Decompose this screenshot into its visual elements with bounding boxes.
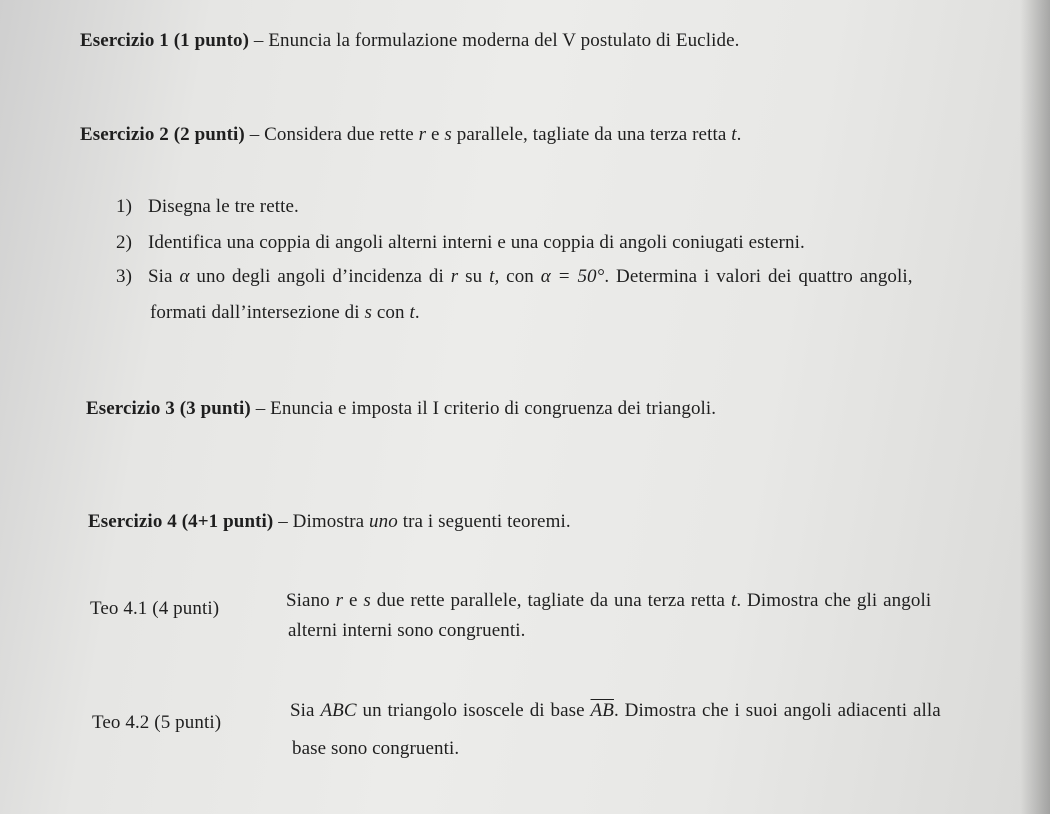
- var-t: t: [730, 590, 737, 611]
- item-text-su: su: [465, 266, 483, 287]
- exercise-2-item-1: [116, 196, 299, 218]
- theorem-text-line-2: base sono congruenti.: [292, 738, 460, 759]
- item-number: 2): [116, 232, 133, 253]
- var-t: t: [731, 124, 737, 145]
- item-text-cont-a: formati dall’intersezione di: [150, 302, 360, 323]
- theorem-4-2-label: [92, 712, 221, 734]
- theorem-text-a: Sia: [290, 700, 315, 721]
- exercise-2-text-b: parallele, tagliate da una terza retta: [456, 124, 727, 145]
- item-text: Disegna le tre rette.: [148, 196, 299, 217]
- var-r: r: [335, 590, 344, 611]
- theorem-text-c: . Dimostra che gli angoli: [736, 590, 932, 611]
- theorem-4-2-line-1: [290, 700, 941, 722]
- item-number: 1): [116, 196, 133, 217]
- theorem-text-b: un triangolo isoscele di base: [362, 700, 585, 721]
- theorem-4-1-line-2: [288, 620, 525, 642]
- var-s: s: [363, 590, 371, 611]
- item-text-cont-b: con: [376, 302, 405, 323]
- period: .: [736, 124, 742, 145]
- theorem-text-b: due rette parallele, tagliate da una terza retta: [376, 590, 726, 611]
- exercise-2-item-2: [116, 232, 805, 254]
- exercise-3: [86, 398, 716, 420]
- exercise-4-title: Esercizio 4 (4+1 punti): [88, 511, 274, 532]
- var-r: r: [450, 266, 459, 287]
- triangle-abc: ABC: [320, 700, 357, 721]
- item-text-post: . Determina i valori dei quattro angoli,: [604, 266, 913, 287]
- theorem-text-a: Siano: [286, 590, 330, 611]
- exercise-2: [80, 124, 742, 146]
- theorem-text-c: . Dimostra che i suoi angoli adiacenti alla: [613, 700, 941, 721]
- var-r: r: [418, 124, 427, 145]
- item-text-con: con: [506, 266, 534, 287]
- theorem-4-2-line-2: [292, 738, 459, 760]
- theorem-4-1-label: [90, 598, 219, 620]
- item-text-mid: uno degli angoli d’incidenza di: [196, 266, 444, 287]
- var-t: t: [409, 302, 415, 323]
- item-number: 3): [116, 266, 133, 287]
- theorem-label: Teo 4.2 (5 punti): [92, 712, 222, 733]
- exercise-3-title: Esercizio 3 (3 punti): [86, 398, 251, 419]
- exercise-1-title: Esercizio 1 (1 punto): [80, 30, 250, 51]
- exercise-2-item-3-continuation: [150, 302, 420, 324]
- alpha-equation: α = 50°: [540, 266, 605, 287]
- page-shadow-edge: [1020, 0, 1050, 814]
- theorem-4-1-line-1: [286, 590, 931, 612]
- exercise-2-text-a: – Considera due rette: [249, 124, 414, 145]
- exercise-4: [88, 511, 571, 533]
- exercise-4-text-b: tra i seguenti teoremi.: [402, 511, 571, 532]
- exercise-1: [80, 30, 739, 52]
- theorem-text-line-2: alterni interni sono congruenti.: [288, 620, 526, 641]
- conj-e: e: [349, 590, 358, 611]
- var-s: s: [444, 124, 452, 145]
- segment-ab: $\overline{AB}$: [590, 700, 614, 721]
- conj-e: e: [430, 124, 440, 145]
- exercise-4-text-a: – Dimostra: [278, 511, 365, 532]
- item-text: Identifica una coppia di angoli alterni interni e una coppia di angoli coniugati esterni.: [148, 232, 805, 253]
- theorem-label: Teo 4.1 (4 punti): [90, 598, 220, 619]
- var-alpha: α: [179, 266, 190, 287]
- exercise-2-title: Esercizio 2 (2 punti): [80, 124, 245, 145]
- var-t: t,: [489, 266, 500, 287]
- var-s: s: [364, 302, 372, 323]
- exercise-1-text: – Enuncia la formulazione moderna del V postulato di Euclide.: [253, 30, 740, 51]
- exercise-2-item-3: [116, 266, 913, 288]
- exercise-3-text: – Enuncia e imposta il I criterio di congruenza dei triangoli.: [255, 398, 717, 419]
- emphasis-uno: uno: [369, 511, 398, 532]
- period: .: [414, 302, 420, 323]
- item-text-pre: Sia: [148, 266, 173, 287]
